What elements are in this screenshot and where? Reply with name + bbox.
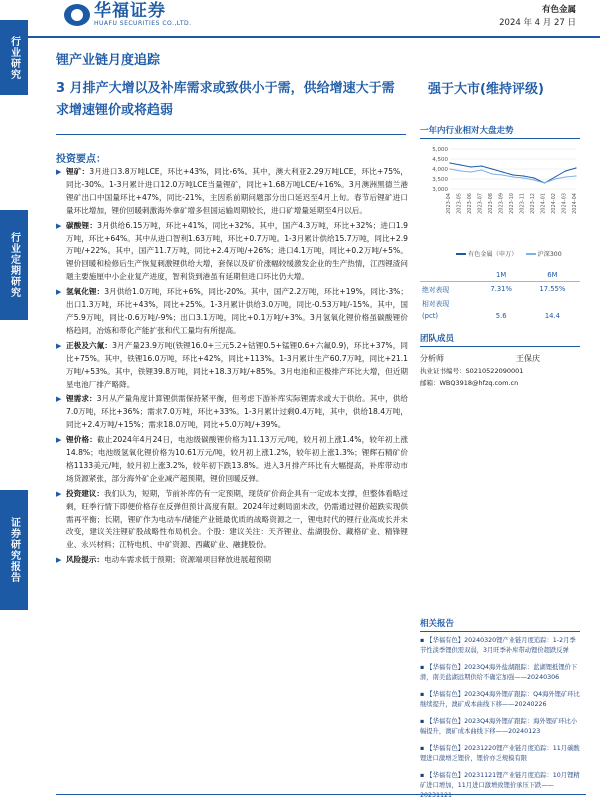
data-point [544,182,545,183]
col-1m: 1M [478,269,525,282]
chart-svg [420,143,580,247]
x-tick-label: 2024-03 [561,193,568,214]
page-footer [56,794,586,800]
data-point [470,166,471,167]
x-tick-label: 2023-06 [467,193,473,214]
data-point [460,164,461,165]
table-row: 相对表现 [422,300,450,308]
point-text: 截止2024年4月24日，电池级碳酸锂价格为11.13万元/吨，较月初上涨1.4%，较年初上涨14.8%；电池级氢氧化锂价格为10.61万元/吨，较月初上涨1.2%，较年初上涨1.3%；锂辉石精矿价格1133美元/吨，较月初上涨3.2%，较年初下跌13.8%。进入3月排产环比有大幅提高，补库带动市场货源紧张，部分海外矿企业减产超预期，锂价回暖反弹。 [66,435,409,483]
data-point [533,177,534,178]
report-date: 2024 年 4 月 27 日 [499,18,576,28]
investment-point [56,340,408,392]
point-label: 投资建议： [66,488,105,498]
bullet-icon: ▶ [56,341,62,350]
related-report-link[interactable]: ▪ 【华福有色】2023Q4海外锂矿跟踪：海外锂矿环比小幅提升，澳矿成本曲线下移——20240123 [420,717,580,737]
bullet-icon: ▶ [56,288,62,297]
col-6m: 6M [525,269,580,282]
sidebar-tag-securities-report: 证券研究报告 [0,490,28,610]
bullet-icon: ▶ [56,221,62,230]
x-tick-label: 2023-10 [509,193,515,214]
data-point [491,168,492,169]
chart-title: 一年内行业相对大盘走势 [420,124,580,139]
point-text: 3月产量23.9万吨(铁锂16.0+三元5.2+钴锂0.5+锰锂0.6+六氟0.9)，环比+37%，同比+75%。其中，铁锂16.0万吨，环比+42%，同比+113%。1-3月累计生产60.7万吨，同比+21.1万吨/+53%。其中，铁锂39.8万吨，同比+18.3万吨/+85%。3月电池和正极排产环比大增，但近期星电池厂排产略降。 [66,340,408,389]
y-tick-label: 3,000 [432,187,448,193]
divider [56,134,406,135]
data-point [565,176,566,177]
data-point [554,176,555,177]
point-text: 3月供给6.15万吨，环比+41%，同比+32%。其中，国产4.3万吨，环比+32%；进口1.9万吨，环比+64%。其中从进口智利1.63万吨，环比+0.7万吨。1-3月累计供给15.7万吨，同比+2.9万吨/+22%。其中，国产11.7万吨，同比+2.4万吨/+26%；进口4.1万吨，同比+0.2万吨/+5%。锂价回暖和检修后生产恢复刺激锂供给大增，套保以及矿价涨幅较缓激发企业的生产热情，江西锂渣问题主要施厘中小企业复产进度，智利货到港虽有延期但进口环比仍大增。 [66,220,408,282]
logo-en-text: HUAFU SECURITIES CO.,LTD. [94,20,192,27]
chart-legend [456,249,562,258]
related-report-link[interactable]: ▪ 【华福有色】2023Q4海外锂矿跟踪：Q4海外锂矿环比继续提升，澳矿成本曲线下移——20240226 [420,690,580,710]
related-reports-heading: 相关报告 [420,617,580,632]
investment-points-heading: 投资要点： [56,154,106,165]
series-line [450,163,576,183]
related-report-link[interactable]: ▪ 【华福有色】20231220锂产业链月度追踪：11月碳酸锂进口激增乏锂价，锂价亦乏规模有限 [420,744,580,764]
data-point [512,176,513,177]
sidebar [0,0,28,800]
x-tick-label: 2023-08 [488,193,494,214]
investment-point [56,166,408,218]
page-header [28,0,600,38]
report-title: 3 月排产大增以及补库需求或致供小于需，供给增速大于需求增速锂价或将趋弱 [56,81,395,118]
legend-item-hs300: 沪深300 [526,249,562,258]
bullet-icon: ▶ [56,489,62,498]
performance-table [420,269,580,322]
x-tick-label: 2023-11 [519,193,526,214]
analyst-label: 分析师 [420,354,444,363]
x-tick-label: 2024-01 [540,193,547,214]
related-reports-list [420,636,580,800]
data-point [502,174,503,175]
data-point [523,177,524,178]
data-point [554,178,555,179]
analyst-name: 王保庆 [516,354,540,363]
investment-point [56,393,408,432]
y-tick-label: 4,500 [432,157,448,163]
data-point [533,179,534,180]
logo-cn-text: 华福证券 [94,1,166,21]
investment-point [56,434,408,486]
data-point [481,169,482,170]
x-tick-label: 2024-02 [551,193,557,214]
performance-chart [420,143,580,261]
investment-points-body [56,166,408,569]
y-tick-label: 4,000 [432,167,448,173]
analyst-info [420,353,580,389]
point-text: 我们认为，短期，节前补库仍有一定预期，现货矿价商企具有一定成本支撑，但整体看略过剩，旺季行情下即便价格存在反弹但预计高度有限。2024年过剩局面未改，仍需通过锂价超跌实现供需再平衡；长期，锂矿作为电动车/储能产业链最优质的战略资源之一，锂电时代的锂行业高成长并未改变，建议关注锂矿股战略性布局机会。个股：建议关注：天齐锂业、盐湖股份、藏格矿业、精锋锂业、永兴材料；江特电机、中矿资源、西藏矿业、融捷股份。 [66,488,409,550]
data-point [575,167,576,168]
company-logo [64,2,192,28]
data-point [470,171,471,172]
y-tick-label: 3,500 [432,177,448,183]
y-tick-label: 5,000 [432,147,448,153]
table-row: (pct) 5.6 14.4 [422,312,560,320]
logo-icon [64,4,90,26]
cert-number: 执业证书编号：S0210522090001 [420,367,524,375]
legend-item-sector: 有色金属（申万） [456,249,518,258]
table-row: 绝对表现 7.31% 17.55% [422,285,566,294]
investment-point [56,554,408,567]
data-point [460,170,461,171]
related-report-link[interactable]: ▪ 【华福有色】20240320锂产业链月度追踪：1-2月季节性淡季锂供需双弱，3月旺季补库带动锂价超跌反弹 [420,636,580,656]
x-tick-label: 2024-04 [572,193,578,214]
data-point [565,170,566,171]
bullet-icon: ▶ [56,168,62,176]
data-point [481,165,482,166]
sidebar-tag-industry-research: 行业研究 [0,20,28,95]
report-type: 锂产业链月度追踪 [56,53,161,68]
sidebar-tag-periodic-research: 行业定期研究 [0,210,28,320]
investment-point [56,286,408,338]
investment-point [56,220,408,285]
point-label: 碳酸锂： [66,220,98,230]
analyst-email[interactable]: 邮箱：WBQ3918@hfzq.com.cn [420,379,519,387]
data-point [449,162,450,163]
data-point [512,174,513,175]
point-text: 3月从产量角度计算锂供需保持紧平衡，但考虑下游补库实际锂需求或大于供给。其中，供给7.0万吨，环比+36%；需求7.0万吨，环比+33%。1-3月累计过剩0.4万吨，其中，供给18.4万吨，同比+2.4万吨/+15%；需求18.0万吨，同比+5.0万吨/+39%。 [66,394,409,430]
data-point [523,175,524,176]
x-tick-label: 2023-04 [446,193,452,214]
point-label: 正极及六氟： [66,340,113,350]
investment-point [56,488,408,553]
point-label: 锂价格： [66,435,98,445]
team-heading: 团队成员 [420,332,580,347]
industry-label: 有色金属 [541,5,576,15]
bullet-icon: ▶ [56,436,62,445]
point-text: 电动车需求低于预期；资源端项目释放进展超预期 [103,555,272,565]
point-label: 锂需求： [66,394,97,404]
data-point [491,173,492,174]
point-label: 氢氧化锂： [66,287,105,297]
x-tick-label: 2023-12 [530,193,536,214]
point-text: 3月供给1.0万吨，环比+6%，同比-20%。其中，国产2.2万吨，环比+19%，同比-3%；出口1.3万吨，环比+43%，同比+25%。1-3月累计供给3.0万吨，同比-0.53万吨/-15%。其中，国产5.9万吨，同比-0.6万吨/-9%；出口3.1万吨，同比+0.1万吨/+3%。3月氢氧化锂价格虽碳酸锂价格趋同，冶炼和带化产能扩张和代工量均有所提高。 [66,287,408,335]
point-text: 3月进口3.8万吨LCE，环比+43%，同比-6%。其中，澳大利亚2.29万吨LCE，环比+75%，同比-30%。1-3月累计进口12.0万吨LCE当量锂矿，同比+1.68万吨LCE/+16%。3月澳洲黑德兰港锂矿出口中国量环比+47%，同比-21%，主因系前期问题部分出口延迟至4月上旬。春节后锂矿进口量环比增加，锂价回暖刺激海外拿矿增多但国运输周期较长，进口矿增量延期至4月以后。 [66,167,408,215]
x-tick-label: 2023-07 [477,193,484,214]
data-point [449,168,450,169]
bullet-icon: ▶ [56,556,62,565]
rating: 强于大市(维持评级) [428,82,544,97]
data-point [575,175,576,176]
related-report-link[interactable]: ▪ 【华福有色】20231121锂产业链月度追踪：10月锂精矿进口增加，11月进口激增致锂价承压下跌——20231121 [420,771,580,800]
point-label: 锂矿： [66,167,90,176]
data-point [502,171,503,172]
point-label: 风险提示： [66,555,104,565]
x-tick-label: 2023-09 [498,193,505,214]
x-tick-label: 2023-05 [456,193,463,214]
right-column [420,124,580,389]
related-report-link[interactable]: ▪ 【华福有色】2023Q4海外盐湖跟踪：蓝湖锂抵锂价下滑，南美盐湖远期供给不确定加强——20240306 [420,663,580,683]
bullet-icon: ▶ [56,395,62,404]
